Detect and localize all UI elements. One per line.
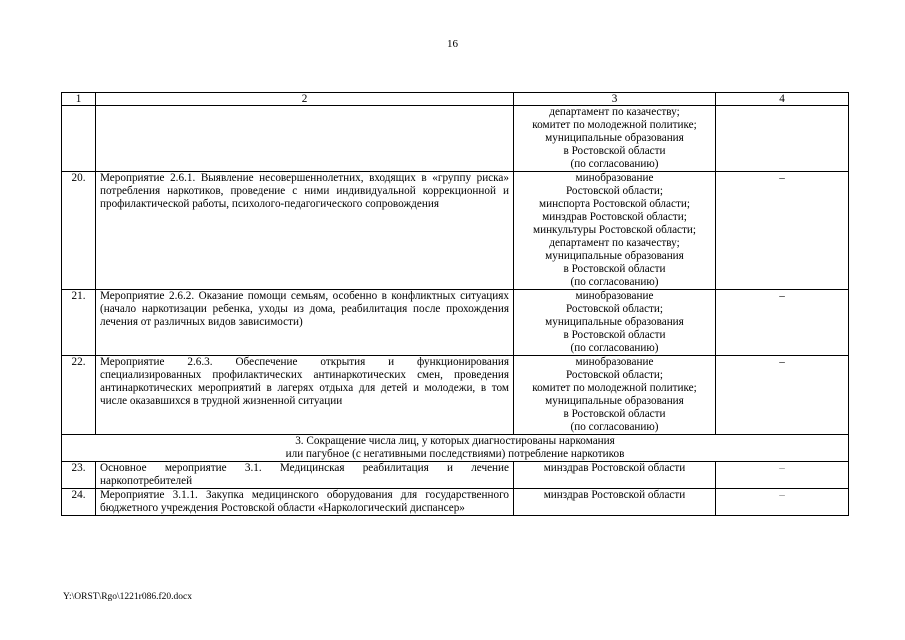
row-number: 20. [62, 172, 96, 290]
responsible-line: муниципальные образования [545, 132, 684, 144]
responsible-line: Ростовской области; [565, 369, 664, 381]
responsible-line: в Ростовской области [563, 408, 666, 420]
table-row-20 [62, 172, 849, 290]
responsible-line: минобразование [575, 172, 654, 184]
table-row-continuation [62, 106, 849, 172]
file-path-footer: Y:\ORST\Rgo\1221r086.f20.docx [63, 592, 192, 602]
responsible-line: муниципальные образования [545, 395, 684, 407]
responsible-line: департамент по казачеству; [549, 237, 680, 249]
dash-mark: – [779, 489, 785, 501]
row-col4: – [716, 172, 849, 290]
section-heading-line: или пагубное (с негативными последствиями) потребление наркотиков [285, 448, 625, 460]
row-number [62, 106, 96, 172]
section-heading-line: 3. Сокращение числа лиц, у которых диагностированы наркомания [295, 435, 615, 447]
header-col-4: 4 [716, 93, 849, 106]
responsible-line: комитет по молодежной политике; [532, 119, 697, 131]
row-col4 [716, 106, 849, 172]
dash-mark: – [779, 462, 785, 474]
table-row-22 [62, 356, 849, 435]
row-col4 [716, 462, 849, 489]
responsible-line: минздрав Ростовской области; [542, 211, 687, 223]
row-responsible: минздрав Ростовской области [514, 462, 716, 489]
row-number: 23. [62, 462, 96, 489]
responsible-line: комитет по молодежной политике; [532, 382, 697, 394]
responsible-line: минобразование [575, 290, 654, 302]
table-header-row [62, 93, 849, 106]
row-event: Основное мероприятие 3.1. Медицинская реабилитация и лечение наркопотребителей [96, 462, 514, 489]
row-event: Мероприятие 3.1.1. Закупка медицинского оборудования для государственного бюджетного учреждения Ростовской области «Наркологический диспансер» [96, 489, 514, 516]
row-number: 21. [62, 290, 96, 356]
page-number: 16 [447, 38, 458, 50]
row-number: 22. [62, 356, 96, 435]
row-event [96, 106, 514, 172]
header-col-3: 3 [514, 93, 716, 106]
responsible-line: департамент по казачеству; [549, 106, 680, 118]
responsible-line: минобразование [575, 356, 654, 368]
row-responsible: минздрав Ростовской области [514, 489, 716, 516]
responsible-line: муниципальные образования [545, 316, 684, 328]
responsible-line: в Ростовской области [563, 263, 666, 275]
row-responsible [514, 356, 716, 435]
row-responsible [514, 290, 716, 356]
table-row-24 [62, 489, 849, 516]
row-col4: – [716, 356, 849, 435]
section-heading [62, 435, 849, 462]
row-responsible [514, 106, 716, 172]
row-col4: – [716, 290, 849, 356]
row-event: Мероприятие 2.6.2. Оказание помощи семьям, особенно в конфликтных ситуациях (начало наркотизации ребенка, уходы из дома, реабилитация после прохождения лечения от различных видов зависимости) [96, 290, 514, 356]
responsible-line: в Ростовской области [563, 145, 666, 157]
responsible-line: в Ростовской области [563, 329, 666, 341]
measures-table [61, 92, 849, 516]
row-responsible [514, 172, 716, 290]
table-row-21 [62, 290, 849, 356]
responsible-line: (по согласованию) [570, 158, 659, 170]
responsible-line: (по согласованию) [570, 421, 659, 433]
responsible-line: минкультуры Ростовской области; [533, 224, 696, 236]
header-col-2: 2 [96, 93, 514, 106]
responsible-line: (по согласованию) [570, 342, 659, 354]
responsible-line: минспорта Ростовской области; [539, 198, 690, 210]
header-col-1: 1 [62, 93, 96, 106]
row-col4 [716, 489, 849, 516]
table-row-23 [62, 462, 849, 489]
responsible-line: Ростовской области; [565, 185, 664, 197]
section-3-heading-row [62, 435, 849, 462]
row-number: 24. [62, 489, 96, 516]
responsible-line: Ростовской области; [565, 303, 664, 315]
row-event: Мероприятие 2.6.3. Обеспечение открытия и функционирования специализированных профилактических антинаркотических смен, проведения антинаркотических мероприятий в лагерях отдыха для детей и молодежи, в том числе оказавшихся в трудной жизненной ситуации [96, 356, 514, 435]
row-event: Мероприятие 2.6.1. Выявление несовершеннолетних, входящих в «группу риска» потребления наркотиков, проведение с ними индивидуальной коррекционной и профилактической работы, психолого-педагогического сопровождения [96, 172, 514, 290]
responsible-line: (по согласованию) [570, 276, 659, 288]
responsible-line: муниципальные образования [545, 250, 684, 262]
